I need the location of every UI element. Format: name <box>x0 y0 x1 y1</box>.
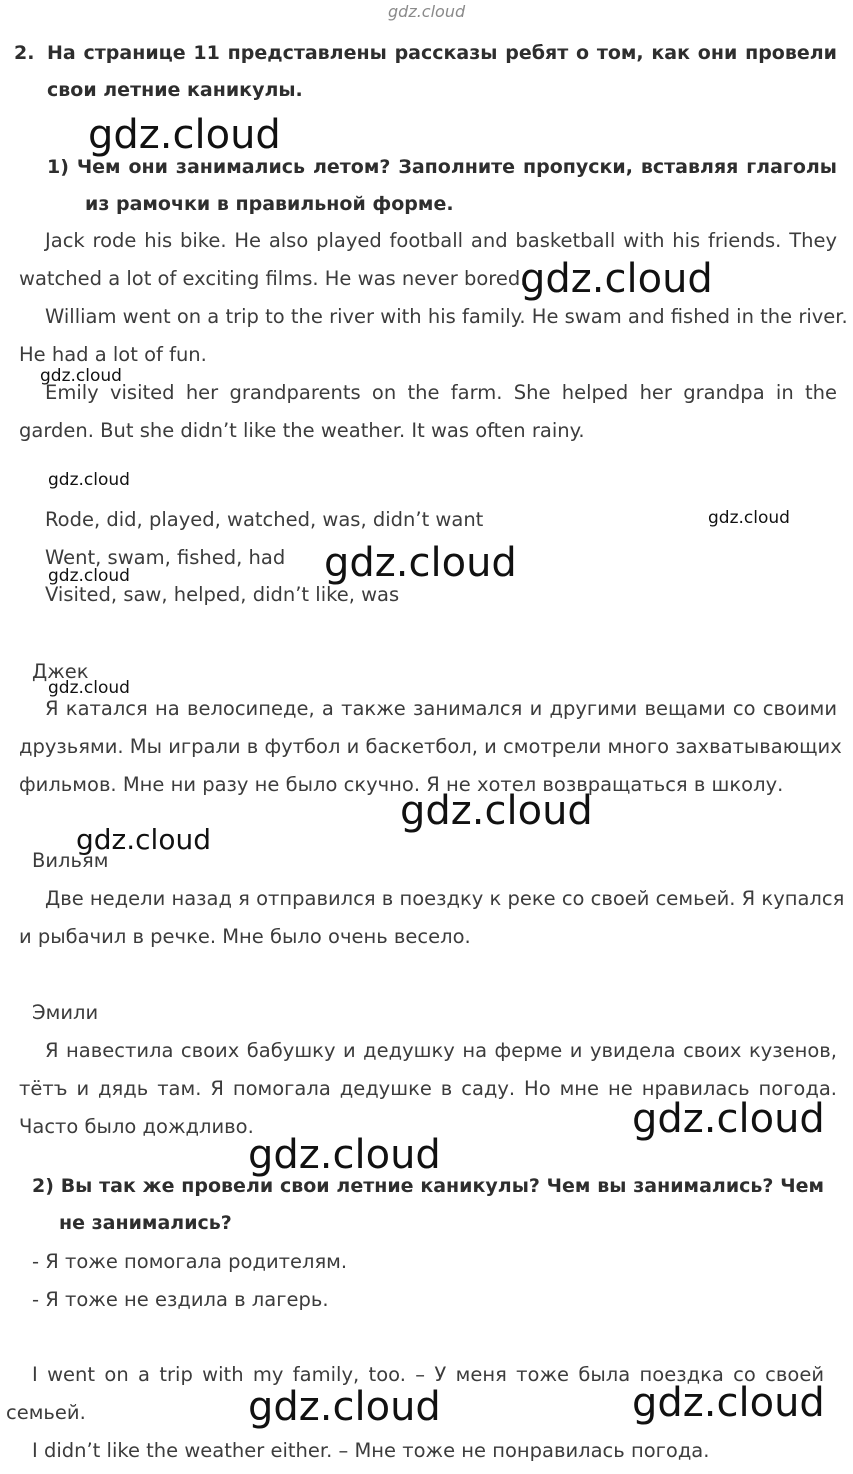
watermark: gdz.cloud <box>248 1384 441 1430</box>
jack-ru-line2: друзьями. Мы играли в футбол и баскетбол, и смотрели много захватывающих <box>19 735 842 758</box>
william-ru-name: Вильям <box>32 849 109 872</box>
watermark: gdz.cloud <box>632 1096 825 1142</box>
william-en-line1: William went on a trip to the river with his family. He swam and fished in the river. <box>45 305 848 328</box>
example1-line1: I went on a trip with my family, too. – У меня тоже была поездка со своей <box>32 1363 824 1386</box>
verbs-line3: Visited, saw, helped, didn’t like, was <box>45 583 400 606</box>
william-ru-line2: и рыбачил в речке. Мне было очень весело. <box>19 925 471 948</box>
emily-ru-line2: тётъ и дядь там. Я помогала дедушке в саду. Но мне не нравилась погода. <box>19 1077 837 1100</box>
william-en-line2: He had a lot of fun. <box>19 343 207 366</box>
verbs-line2: Went, swam, fished, had <box>45 546 286 569</box>
header-watermark: gdz.cloud <box>388 2 466 21</box>
watermark: gdz.cloud <box>324 540 517 586</box>
watermark: gdz.cloud <box>48 678 130 698</box>
watermark: gdz.cloud <box>400 788 593 834</box>
part1-heading-line1: 1) Чем они занимались летом? Заполните пропуски, вставляя глаголы <box>47 156 837 178</box>
task-title-line1: На странице 11 представлены рассказы ребят о том, как они провели <box>47 42 837 64</box>
watermark: gdz.cloud <box>48 470 130 490</box>
part1-heading-line2: из рамочки в правильной форме. <box>85 193 454 215</box>
emily-en-line2: garden. But she didn’t like the weather. It was often rainy. <box>19 419 585 442</box>
jack-en-line2: watched a lot of exciting films. He was never bored. <box>19 267 527 290</box>
emily-en-line1: Emily visited her grandparents on the farm. She helped her grandpa in the <box>45 381 837 404</box>
watermark: gdz.cloud <box>40 366 122 386</box>
watermark: gdz.cloud <box>520 256 713 302</box>
watermark: gdz.cloud <box>48 566 130 586</box>
emily-ru-name: Эмили <box>32 1001 99 1024</box>
william-ru-line1: Две недели назад я отправился в поездку к реке со своей семьей. Я купался <box>45 887 845 910</box>
answer-2: - Я тоже не ездила в лагерь. <box>32 1288 329 1311</box>
emily-ru-line3: Часто было дождливо. <box>19 1115 254 1138</box>
part2-heading-line1: 2) Вы так же провели свои летние каникулы? Чем вы занимались? Чем <box>32 1175 824 1197</box>
jack-en-line1: Jack rode his bike. He also played football and basketball with his friends. They <box>45 229 837 252</box>
watermark: gdz.cloud <box>88 112 281 158</box>
watermark: gdz.cloud <box>76 823 211 856</box>
watermark: gdz.cloud <box>708 508 790 528</box>
part2-heading-line2: не занимались? <box>59 1212 232 1234</box>
jack-ru-line1: Я катался на велосипеде, а также занимался и другими вещами со своими <box>45 697 837 720</box>
verbs-line1: Rode, did, played, watched, was, didn’t want <box>45 508 484 531</box>
watermark: gdz.cloud <box>632 1380 825 1426</box>
task-title-line2: свои летние каникулы. <box>47 79 303 101</box>
answer-1: - Я тоже помогала родителям. <box>32 1250 348 1273</box>
emily-ru-line1: Я навестила своих бабушку и дедушку на ферме и увидела своих кузенов, <box>45 1039 837 1062</box>
example1-line2: семьей. <box>6 1401 86 1424</box>
jack-ru-line3: фильмов. Мне ни разу не было скучно. Я не хотел возвращаться в школу. <box>19 773 784 796</box>
example2: I didn’t like the weather either. – Мне тоже не понравилась погода. <box>32 1439 710 1462</box>
task-number: 2. <box>14 42 35 64</box>
watermark: gdz.cloud <box>248 1132 441 1178</box>
jack-ru-name: Джек <box>32 660 89 683</box>
